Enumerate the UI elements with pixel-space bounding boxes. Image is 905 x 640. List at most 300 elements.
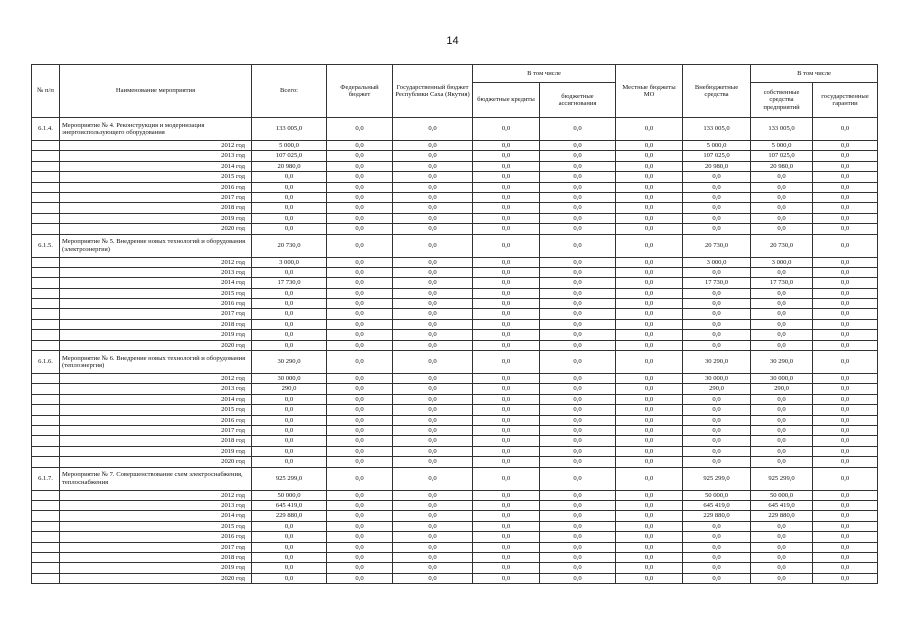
year-value-cell: 645 419,0	[252, 500, 327, 510]
year-value-cell: 0,0	[683, 309, 751, 319]
year-value-cell: 0,0	[616, 330, 683, 340]
measure-value-cell: 925 299,0	[683, 467, 751, 490]
year-row	[32, 563, 878, 573]
year-value-cell: 645 419,0	[683, 500, 751, 510]
year-value-cell: 0,0	[252, 213, 327, 223]
year-value-cell: 0,0	[327, 267, 393, 277]
year-label: 2017 год	[60, 542, 252, 552]
header-local: Местные бюджеты МО	[616, 65, 683, 118]
empty-number-cell	[32, 573, 60, 583]
year-value-cell: 30 000,0	[252, 374, 327, 384]
year-value-cell: 0,0	[473, 563, 540, 573]
year-value-cell: 0,0	[473, 394, 540, 404]
year-value-cell: 0,0	[683, 288, 751, 298]
year-value-cell: 0,0	[540, 384, 616, 394]
empty-number-cell	[32, 267, 60, 277]
year-value-cell: 3 000,0	[683, 257, 751, 267]
year-label: 2012 год	[60, 374, 252, 384]
year-value-cell: 0,0	[393, 552, 473, 562]
year-value-cell: 0,0	[473, 490, 540, 500]
year-value-cell: 0,0	[683, 299, 751, 309]
year-label: 2014 год	[60, 161, 252, 171]
year-value-cell: 0,0	[813, 552, 878, 562]
year-value-cell: 0,0	[751, 267, 813, 277]
year-value-cell: 0,0	[393, 521, 473, 531]
empty-number-cell	[32, 552, 60, 562]
header-extrabudget: Внебюджетные средства	[683, 65, 751, 118]
year-value-cell: 0,0	[616, 384, 683, 394]
year-value-cell: 0,0	[252, 340, 327, 350]
year-value-cell: 0,0	[683, 340, 751, 350]
year-value-cell: 0,0	[473, 511, 540, 521]
year-label: 2013 год	[60, 151, 252, 161]
year-value-cell: 5 000,0	[751, 141, 813, 151]
year-value-cell: 0,0	[327, 500, 393, 510]
year-label: 2015 год	[60, 405, 252, 415]
year-value-cell: 0,0	[327, 511, 393, 521]
year-value-cell: 0,0	[393, 425, 473, 435]
year-value-cell: 0,0	[327, 573, 393, 583]
year-label: 2016 год	[60, 299, 252, 309]
measure-value-cell: 0,0	[473, 234, 540, 257]
year-value-cell: 0,0	[540, 151, 616, 161]
empty-number-cell	[32, 309, 60, 319]
year-value-cell: 0,0	[473, 224, 540, 234]
year-value-cell: 0,0	[540, 532, 616, 542]
measure-value-cell: 0,0	[393, 467, 473, 490]
header-assignments: бюджетные ассигнования	[540, 83, 616, 118]
year-row	[32, 490, 878, 500]
year-label: 2020 год	[60, 340, 252, 350]
year-value-cell: 17 730,0	[252, 278, 327, 288]
empty-number-cell	[32, 192, 60, 202]
empty-number-cell	[32, 436, 60, 446]
year-value-cell: 0,0	[540, 182, 616, 192]
year-value-cell: 0,0	[813, 319, 878, 329]
year-row	[32, 511, 878, 521]
year-row	[32, 330, 878, 340]
year-value-cell: 0,0	[751, 203, 813, 213]
measure-name: Мероприятие № 6. Внедрение новых технологий и оборудования (теплоэнергия)	[60, 351, 252, 374]
year-value-cell: 0,0	[683, 446, 751, 456]
year-label: 2015 год	[60, 172, 252, 182]
year-label: 2012 год	[60, 141, 252, 151]
year-value-cell: 0,0	[616, 309, 683, 319]
year-value-cell: 0,0	[683, 563, 751, 573]
measure-value-cell: 0,0	[813, 351, 878, 374]
year-value-cell: 0,0	[327, 319, 393, 329]
year-value-cell: 107 025,0	[683, 151, 751, 161]
year-value-cell: 0,0	[327, 309, 393, 319]
year-value-cell: 0,0	[393, 573, 473, 583]
year-value-cell: 0,0	[252, 330, 327, 340]
year-value-cell: 0,0	[683, 394, 751, 404]
year-value-cell: 0,0	[473, 500, 540, 510]
year-value-cell: 0,0	[751, 299, 813, 309]
year-value-cell: 0,0	[813, 257, 878, 267]
year-value-cell: 0,0	[616, 446, 683, 456]
year-value-cell: 0,0	[327, 425, 393, 435]
year-value-cell: 0,0	[616, 224, 683, 234]
year-value-cell: 0,0	[813, 203, 878, 213]
measure-value-cell: 0,0	[813, 118, 878, 141]
year-value-cell: 3 000,0	[751, 257, 813, 267]
page-number: 14	[446, 35, 459, 47]
year-value-cell: 0,0	[327, 330, 393, 340]
measure-name: Мероприятие № 7. Совершенствование схем электроснабжения, теплоснабжения	[60, 467, 252, 490]
year-row	[32, 521, 878, 531]
year-value-cell: 0,0	[252, 563, 327, 573]
year-value-cell: 0,0	[616, 340, 683, 350]
year-row	[32, 161, 878, 171]
year-value-cell: 0,0	[813, 500, 878, 510]
year-value-cell: 0,0	[616, 415, 683, 425]
measure-number: 6.1.6.	[32, 351, 60, 374]
year-label: 2013 год	[60, 267, 252, 277]
empty-number-cell	[32, 203, 60, 213]
empty-number-cell	[32, 182, 60, 192]
year-value-cell: 0,0	[616, 192, 683, 202]
year-value-cell: 0,0	[813, 267, 878, 277]
year-value-cell: 0,0	[327, 521, 393, 531]
empty-number-cell	[32, 374, 60, 384]
year-row	[32, 192, 878, 202]
year-value-cell: 0,0	[473, 172, 540, 182]
year-value-cell: 0,0	[327, 151, 393, 161]
empty-number-cell	[32, 151, 60, 161]
year-value-cell: 0,0	[751, 288, 813, 298]
year-value-cell: 0,0	[393, 267, 473, 277]
year-value-cell: 0,0	[813, 532, 878, 542]
measure-value-cell: 0,0	[540, 467, 616, 490]
year-value-cell: 20 980,0	[683, 161, 751, 171]
year-value-cell: 0,0	[813, 374, 878, 384]
year-label: 2017 год	[60, 309, 252, 319]
year-value-cell: 0,0	[751, 405, 813, 415]
year-value-cell: 645 419,0	[751, 500, 813, 510]
empty-number-cell	[32, 415, 60, 425]
year-value-cell: 0,0	[473, 552, 540, 562]
year-row	[32, 141, 878, 151]
year-value-cell: 0,0	[393, 192, 473, 202]
year-value-cell: 0,0	[393, 415, 473, 425]
year-value-cell: 0,0	[540, 490, 616, 500]
year-value-cell: 0,0	[683, 552, 751, 562]
year-value-cell: 0,0	[473, 384, 540, 394]
empty-number-cell	[32, 563, 60, 573]
year-label: 2017 год	[60, 425, 252, 435]
measure-value-cell: 0,0	[393, 351, 473, 374]
year-label: 2016 год	[60, 182, 252, 192]
year-value-cell: 0,0	[327, 552, 393, 562]
year-value-cell: 0,0	[473, 436, 540, 446]
measure-value-cell: 0,0	[616, 351, 683, 374]
year-row	[32, 340, 878, 350]
year-value-cell: 0,0	[751, 521, 813, 531]
year-value-cell: 0,0	[393, 374, 473, 384]
measure-value-cell: 0,0	[473, 118, 540, 141]
header-including-extra: В том числе	[751, 65, 878, 83]
year-row	[32, 172, 878, 182]
year-value-cell: 0,0	[540, 299, 616, 309]
year-value-cell: 0,0	[252, 309, 327, 319]
year-value-cell: 0,0	[616, 299, 683, 309]
year-value-cell: 0,0	[327, 299, 393, 309]
year-value-cell: 0,0	[393, 172, 473, 182]
measure-name: Мероприятие № 4. Реконструкция и модернизация энергоиспользующего оборудования	[60, 118, 252, 141]
year-label: 2017 год	[60, 192, 252, 202]
year-value-cell: 0,0	[252, 203, 327, 213]
year-row	[32, 542, 878, 552]
year-value-cell: 0,0	[813, 192, 878, 202]
year-value-cell: 0,0	[393, 330, 473, 340]
measure-value-cell: 30 290,0	[683, 351, 751, 374]
year-label: 2012 год	[60, 490, 252, 500]
year-value-cell: 0,0	[813, 511, 878, 521]
year-row	[32, 182, 878, 192]
year-value-cell: 0,0	[540, 267, 616, 277]
year-value-cell: 0,0	[616, 405, 683, 415]
year-value-cell: 0,0	[616, 161, 683, 171]
measure-row	[32, 118, 878, 141]
year-value-cell: 0,0	[393, 446, 473, 456]
year-value-cell: 0,0	[327, 172, 393, 182]
year-value-cell: 0,0	[616, 511, 683, 521]
year-value-cell: 0,0	[393, 340, 473, 350]
year-value-cell: 0,0	[751, 563, 813, 573]
measure-value-cell: 0,0	[327, 234, 393, 257]
year-value-cell: 0,0	[327, 436, 393, 446]
year-value-cell: 0,0	[813, 299, 878, 309]
year-value-cell: 0,0	[473, 203, 540, 213]
year-row	[32, 415, 878, 425]
year-value-cell: 3 000,0	[252, 257, 327, 267]
year-value-cell: 0,0	[252, 192, 327, 202]
year-value-cell: 0,0	[252, 394, 327, 404]
year-value-cell: 0,0	[393, 563, 473, 573]
year-value-cell: 0,0	[393, 319, 473, 329]
year-value-cell: 0,0	[473, 330, 540, 340]
empty-number-cell	[32, 500, 60, 510]
year-value-cell: 0,0	[616, 394, 683, 404]
year-row	[32, 309, 878, 319]
year-value-cell: 0,0	[813, 278, 878, 288]
year-value-cell: 0,0	[616, 141, 683, 151]
year-value-cell: 0,0	[327, 257, 393, 267]
year-row	[32, 213, 878, 223]
year-value-cell: 0,0	[540, 394, 616, 404]
year-value-cell: 5 000,0	[683, 141, 751, 151]
measure-value-cell: 0,0	[473, 351, 540, 374]
year-value-cell: 0,0	[393, 224, 473, 234]
year-value-cell: 0,0	[327, 563, 393, 573]
year-row	[32, 532, 878, 542]
year-label: 2018 год	[60, 319, 252, 329]
year-value-cell: 0,0	[616, 172, 683, 182]
year-value-cell: 0,0	[683, 521, 751, 531]
year-value-cell: 0,0	[327, 405, 393, 415]
year-value-cell: 0,0	[616, 563, 683, 573]
year-row	[32, 224, 878, 234]
header-guarantees: государственные гарантии	[813, 83, 878, 118]
year-value-cell: 0,0	[473, 213, 540, 223]
year-value-cell: 0,0	[540, 457, 616, 467]
year-value-cell: 0,0	[393, 500, 473, 510]
empty-number-cell	[32, 288, 60, 298]
year-value-cell: 0,0	[813, 521, 878, 531]
year-value-cell: 0,0	[327, 192, 393, 202]
measure-value-cell: 925 299,0	[751, 467, 813, 490]
year-value-cell: 5 000,0	[252, 141, 327, 151]
year-label: 2019 год	[60, 330, 252, 340]
year-value-cell: 0,0	[393, 288, 473, 298]
year-value-cell: 0,0	[393, 213, 473, 223]
year-value-cell: 0,0	[683, 415, 751, 425]
year-value-cell: 0,0	[540, 278, 616, 288]
year-value-cell: 0,0	[540, 446, 616, 456]
measure-value-cell: 0,0	[616, 118, 683, 141]
year-value-cell: 0,0	[751, 213, 813, 223]
year-value-cell: 20 980,0	[751, 161, 813, 171]
header-num: № п/п	[32, 65, 60, 118]
year-value-cell: 0,0	[813, 425, 878, 435]
year-value-cell: 0,0	[252, 405, 327, 415]
year-value-cell: 0,0	[540, 542, 616, 552]
table-header	[32, 65, 878, 118]
measure-number: 6.1.7.	[32, 467, 60, 490]
header-state-budget: Государственный бюджет Республики Саха (Якутия)	[393, 65, 473, 118]
measure-value-cell: 0,0	[616, 234, 683, 257]
year-row	[32, 288, 878, 298]
year-value-cell: 0,0	[540, 319, 616, 329]
year-value-cell: 0,0	[393, 161, 473, 171]
measure-value-cell: 925 299,0	[252, 467, 327, 490]
year-value-cell: 0,0	[683, 267, 751, 277]
year-label: 2019 год	[60, 563, 252, 573]
year-value-cell: 0,0	[683, 532, 751, 542]
empty-number-cell	[32, 405, 60, 415]
year-row	[32, 151, 878, 161]
year-value-cell: 0,0	[327, 384, 393, 394]
year-value-cell: 0,0	[813, 172, 878, 182]
year-value-cell: 0,0	[473, 192, 540, 202]
measure-value-cell: 30 290,0	[751, 351, 813, 374]
measure-value-cell: 0,0	[393, 118, 473, 141]
year-value-cell: 0,0	[540, 213, 616, 223]
year-value-cell: 229 880,0	[252, 511, 327, 521]
year-value-cell: 0,0	[393, 299, 473, 309]
year-value-cell: 0,0	[327, 394, 393, 404]
year-value-cell: 0,0	[683, 436, 751, 446]
year-value-cell: 0,0	[751, 457, 813, 467]
year-value-cell: 107 025,0	[252, 151, 327, 161]
year-value-cell: 290,0	[683, 384, 751, 394]
year-value-cell: 0,0	[252, 415, 327, 425]
year-value-cell: 0,0	[473, 182, 540, 192]
year-value-cell: 0,0	[540, 563, 616, 573]
year-value-cell: 0,0	[252, 182, 327, 192]
measure-row	[32, 351, 878, 374]
measure-value-cell: 0,0	[540, 351, 616, 374]
year-value-cell: 0,0	[813, 384, 878, 394]
year-value-cell: 0,0	[252, 299, 327, 309]
year-value-cell: 0,0	[813, 457, 878, 467]
empty-number-cell	[32, 330, 60, 340]
year-value-cell: 0,0	[393, 405, 473, 415]
year-row	[32, 203, 878, 213]
year-value-cell: 0,0	[252, 288, 327, 298]
year-value-cell: 0,0	[616, 542, 683, 552]
year-label: 2020 год	[60, 573, 252, 583]
year-row	[32, 374, 878, 384]
year-value-cell: 0,0	[616, 436, 683, 446]
empty-number-cell	[32, 257, 60, 267]
year-value-cell: 0,0	[683, 319, 751, 329]
year-value-cell: 0,0	[616, 573, 683, 583]
year-value-cell: 0,0	[252, 172, 327, 182]
year-value-cell: 0,0	[540, 436, 616, 446]
year-value-cell: 0,0	[683, 425, 751, 435]
year-value-cell: 0,0	[473, 415, 540, 425]
year-value-cell: 0,0	[252, 552, 327, 562]
measure-value-cell: 0,0	[540, 234, 616, 257]
year-value-cell: 0,0	[473, 151, 540, 161]
year-row	[32, 446, 878, 456]
year-value-cell: 0,0	[751, 425, 813, 435]
year-value-cell: 0,0	[327, 490, 393, 500]
year-value-cell: 0,0	[616, 151, 683, 161]
year-value-cell: 0,0	[540, 141, 616, 151]
year-value-cell: 0,0	[540, 573, 616, 583]
year-value-cell: 0,0	[327, 161, 393, 171]
year-row	[32, 436, 878, 446]
year-label: 2015 год	[60, 288, 252, 298]
year-value-cell: 0,0	[540, 257, 616, 267]
year-value-cell: 0,0	[327, 415, 393, 425]
year-label: 2014 год	[60, 278, 252, 288]
year-value-cell: 0,0	[473, 288, 540, 298]
year-value-cell: 0,0	[540, 172, 616, 182]
year-value-cell: 0,0	[616, 532, 683, 542]
year-label: 2013 год	[60, 384, 252, 394]
year-value-cell: 0,0	[327, 542, 393, 552]
year-value-cell: 0,0	[252, 542, 327, 552]
year-value-cell: 0,0	[540, 552, 616, 562]
year-value-cell: 0,0	[813, 213, 878, 223]
year-value-cell: 0,0	[540, 511, 616, 521]
empty-number-cell	[32, 511, 60, 521]
year-label: 2018 год	[60, 203, 252, 213]
measure-row	[32, 234, 878, 257]
year-value-cell: 0,0	[751, 552, 813, 562]
year-value-cell: 0,0	[473, 374, 540, 384]
year-row	[32, 267, 878, 277]
year-label: 2018 год	[60, 552, 252, 562]
year-value-cell: 0,0	[616, 521, 683, 531]
year-value-cell: 0,0	[813, 309, 878, 319]
year-value-cell: 0,0	[751, 192, 813, 202]
year-value-cell: 17 730,0	[751, 278, 813, 288]
year-value-cell: 0,0	[751, 436, 813, 446]
year-value-cell: 0,0	[813, 330, 878, 340]
year-value-cell: 229 880,0	[683, 511, 751, 521]
year-value-cell: 0,0	[813, 415, 878, 425]
measure-number: 6.1.4.	[32, 118, 60, 141]
empty-number-cell	[32, 161, 60, 171]
year-value-cell: 0,0	[813, 288, 878, 298]
year-value-cell: 0,0	[473, 446, 540, 456]
year-value-cell: 0,0	[252, 319, 327, 329]
